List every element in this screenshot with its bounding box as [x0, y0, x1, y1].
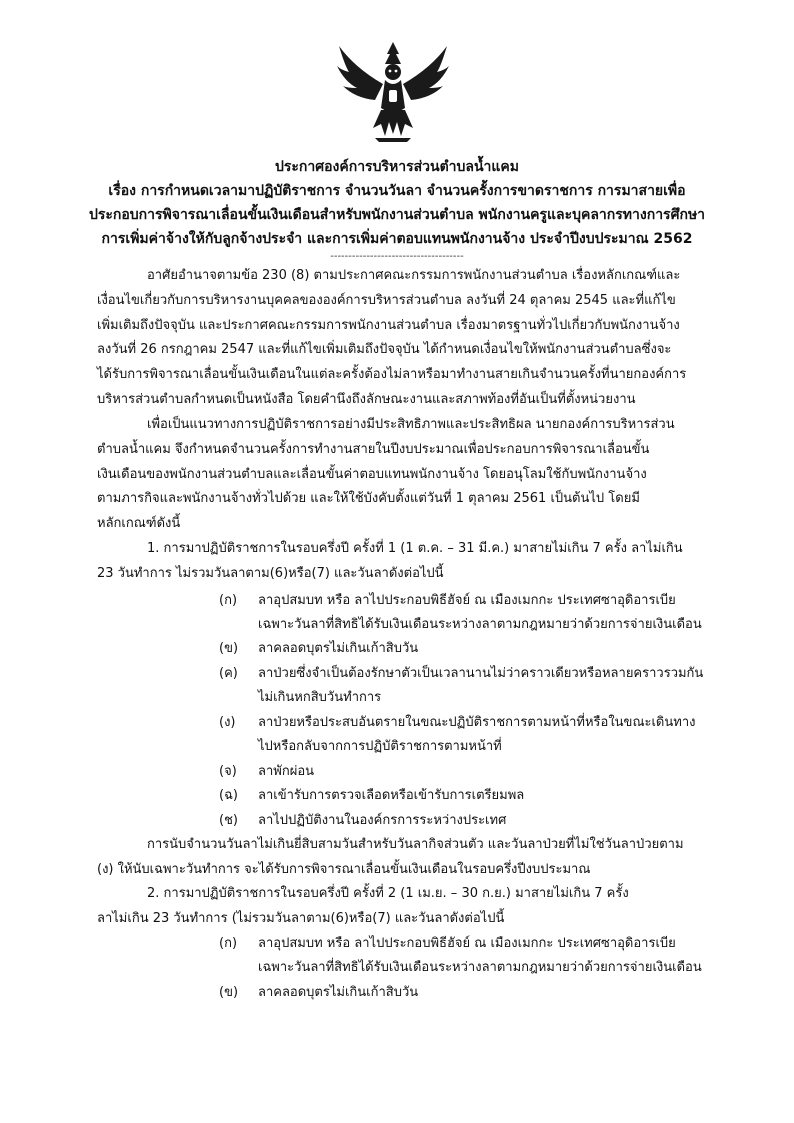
item-text: ลาคลอดบุตรไม่เกินเก้าสิบวัน — [258, 985, 419, 1000]
para2-line: ตามภารกิจและพนักงานจ้างทั่วไปด้วย และให้ใช้บังคับตั้งแต่วันที่ 1 ตุลาคม 2561 เป็นต้นไป โดยมี — [97, 491, 640, 506]
item-text: ลาคลอดบุตรไม่เกินเก้าสิบวัน — [258, 641, 419, 656]
announcement-title: ประกาศองค์การบริหารส่วนตำบลน้ำแคม — [274, 159, 520, 175]
subject-line-1: เรื่อง การกำหนดเวลามาปฏิบัติราชการ จำนวนวันลา จำนวนครั้งการขาดราชการ การมาสายเพื่อ — [108, 183, 686, 199]
para1-line: ลงวันที่ 26 กรกฎาคม 2547 และที่แก้ไขเพิ่มเติมถึงปัจจุบัน ได้กำหนดเงื่อนไขให้พนักงานส่วนตำบลซึ่งจะ — [97, 342, 672, 357]
item-label: (ข) — [219, 641, 239, 656]
garuda-emblem — [335, 38, 451, 144]
count-note-line: (ง) ให้นับเฉพาะวันทำการ จะได้รับการพิจารณาเลื่อนขั้นเงินเดือนในรอบครึ่งปีงบประมาณ — [97, 862, 591, 877]
section2-line: 2. การมาปฏิบัติราชการในรอบครึ่งปี ครั้งที่ 2 (1 เม.ย. – 30 ก.ย.) มาสายไม่เกิน 7 ครั้ง — [147, 886, 629, 901]
para1-line: ได้รับการพิจารณาเลื่อนขั้นเงินเดือนในแต่ละครั้งต้องไม่ลาหรือมาทำงานสายเกินจำนวนครั้งที่นายกองค์การ — [97, 367, 687, 382]
section1-line: 23 วันทำการ ไม่รวมวันลาตาม(6)หรือ(7) และวันลาดังต่อไปนี้ — [97, 566, 444, 581]
item-text: ลาไปปฏิบัติงานในองค์กรการระหว่างประเทศ — [258, 813, 507, 828]
item-text: ลาอุปสมบท หรือ ลาไปประกอบพิธีฮัจย์ ณ เมืองเมกกะ ประเทศซาอุดิอารเบีย — [258, 936, 676, 951]
item-label: (ข) — [219, 985, 239, 1000]
title-divider: ------------------------------------- — [330, 251, 464, 262]
para2-line: หลักเกณฑ์ดังนี้ — [97, 516, 181, 531]
item-label: (ง) — [219, 715, 236, 730]
section1-line: 1. การมาปฏิบัติราชการในรอบครึ่งปี ครั้งที่ 1 (1 ต.ค. – 31 มี.ค.) มาสายไม่เกิน 7 ครั้ง ลาไม่เกิน — [147, 541, 683, 556]
para2-line: เงินเดือนของพนักงานส่วนตำบลและเลื่อนขั้นค่าตอบแทนพนักงานจ้าง โดยอนุโลมใช้กับพนักงานจ้าง — [97, 467, 647, 482]
item-text: ลาป่วยซึ่งจำเป็นต้องรักษาตัวเป็นเวลานานไม่ว่าคราวเดียวหรือหลายคราวรวมกัน — [258, 666, 704, 681]
item-text: เฉพาะวันลาที่สิทธิได้รับเงินเดือนระหว่างลาตามกฎหมายว่าด้วยการจ่ายเงินเดือน — [258, 617, 702, 632]
para2-line: ตำบลน้ำแคม จึงกำหนดจำนวนครั้งการทำงานสายในปีงบประมาณเพื่อประกอบการพิจารณาเลื่อนขั้น — [97, 442, 650, 457]
subject-line-2: ประกอบการพิจารณาเลื่อนขั้นเงินเดือนสำหรับพนักงานส่วนตำบล พนักงานครูและบุคลากรทางการศึกษา — [88, 207, 706, 223]
para1-line: เพิ่มเติมถึงปัจจุบัน และประกาศคณะกรรมการพนักงานส่วนตำบล เรื่องมาตรฐานทั่วไปเกี่ยวกับพนักงานจ้าง — [97, 318, 680, 333]
item-label: (ก) — [219, 936, 238, 951]
para1-line: เงื่อนไขเกี่ยวกับการบริหารงานบุคคลขององค์การบริหารส่วนตำบล ลงวันที่ 24 ตุลาคม 2545 และที่แก้ไข — [97, 293, 676, 308]
item-label: (ค) — [219, 666, 238, 681]
section2-line: ลาไม่เกิน 23 วันทำการ (ไม่รวมวันลาตาม(6)หรือ(7) และวันลาดังต่อไปนี้ — [97, 911, 505, 926]
item-text: เฉพาะวันลาที่สิทธิได้รับเงินเดือนระหว่างลาตามกฎหมายว่าด้วยการจ่ายเงินเดือน — [258, 960, 702, 975]
item-label: (ช) — [219, 813, 238, 828]
item-text: ลาป่วยหรือประสบอันตรายในขณะปฏิบัติราชการตามหน้าที่หรือในขณะเดินทาง — [258, 715, 696, 730]
para2-line: เพื่อเป็นแนวทางการปฏิบัติราชการอย่างมีประสิทธิภาพและประสิทธิผล นายกองค์การบริหารส่วน — [147, 417, 675, 432]
item-text: ไปหรือกลับจากการปฏิบัติราชการตามหน้าที่ — [258, 739, 502, 754]
para1-line: อาศัยอำนาจตามข้อ 230 (8) ตามประกาศคณะกรรมการพนักงานส่วนตำบล เรื่องหลักเกณฑ์และ — [147, 268, 681, 283]
item-text: ลาเข้ารับการตรวจเลือดหรือเข้ารับการเตรียมพล — [258, 788, 525, 803]
item-label: (ก) — [219, 593, 238, 608]
subject-line-3: การเพิ่มค่าจ้างให้กับลูกจ้างประจำ และการเพิ่มค่าตอบแทนพนักงานจ้าง ประจำปีงบประมาณ 2562 — [101, 231, 693, 247]
item-text: ไม่เกินหกสิบวันทำการ — [258, 690, 382, 705]
count-note-line: การนับจำนวนวันลาไม่เกินยี่สิบสามวันสำหรับวันลากิจส่วนตัว และวันลาป่วยที่ไม่ใช่วันลาป่วยตาม — [147, 837, 684, 852]
item-text: ลาพักผ่อน — [258, 764, 315, 779]
item-text: ลาอุปสมบท หรือ ลาไปประกอบพิธีฮัจย์ ณ เมืองเมกกะ ประเทศซาอุดิอารเบีย — [258, 593, 676, 608]
item-label: (ฉ) — [219, 788, 238, 803]
item-label: (จ) — [219, 764, 237, 779]
para1-line: บริหารส่วนตำบลกำหนดเป็นหนังสือ โดยคำนึงถึงลักษณะงานและสภาพท้องที่อันเป็นที่ตั้งหน่วยงาน — [97, 392, 636, 407]
